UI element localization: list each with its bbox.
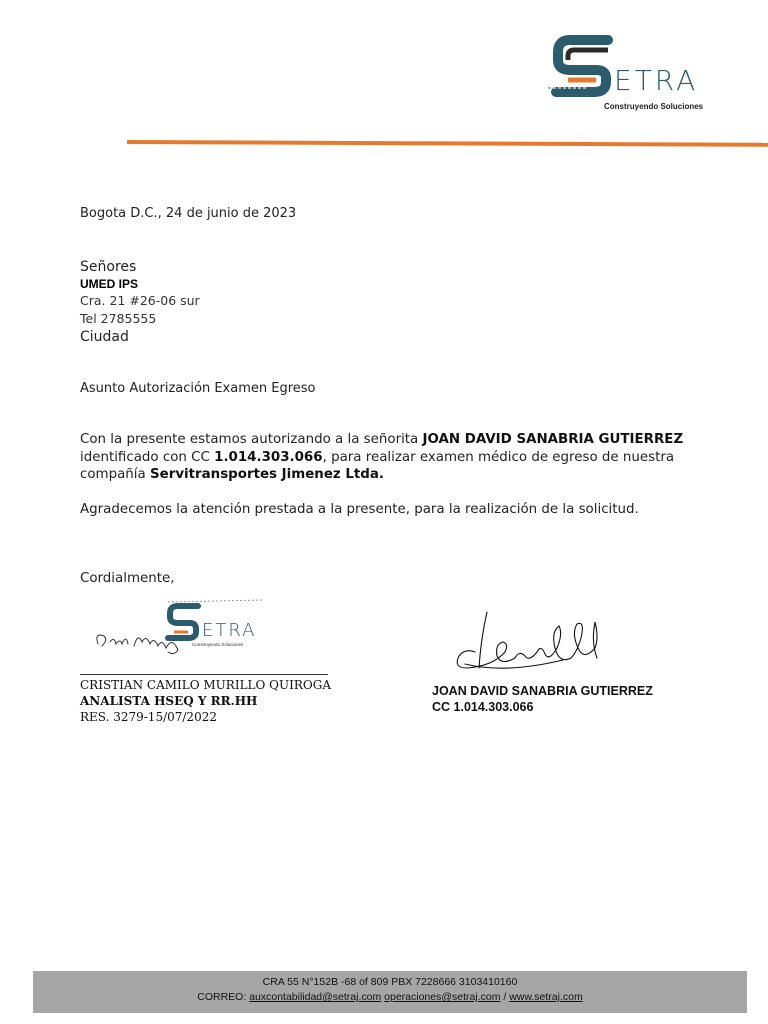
recipient-address: Cra. 21 #26-06 sur <box>80 293 200 308</box>
footer-email-label: CORREO: <box>197 991 250 1003</box>
header-divider <box>127 140 768 147</box>
signer-left <box>80 677 331 725</box>
signer-right-id: CC 1.014.303.066 <box>432 700 534 714</box>
closing: Cordialmente, <box>80 571 175 586</box>
svg-text:ETRA: ETRA <box>202 620 257 641</box>
signer-right-name: JOAN DAVID SANABRIA GUTIERREZ <box>432 684 653 698</box>
body-text: identificado con CC <box>80 449 215 465</box>
footer-address: CRA 55 N°152B -68 of 809 PBX 7228666 3103410160 <box>262 976 518 988</box>
body-text: Con la presente estamos autorizando a la señorita <box>80 432 423 447</box>
letter-subject: Asunto Autorización Examen Egreso <box>80 381 316 396</box>
signature-left <box>88 592 273 662</box>
footer-website-link[interactable]: www.setraj.com <box>509 991 583 1003</box>
svg-text:Construyendo Soluciones: Construyendo Soluciones <box>192 642 244 647</box>
recipient-block <box>80 258 200 346</box>
footer-email-link[interactable]: auxcontabilidad@setraj.com <box>249 991 382 1003</box>
svg-text:Construyendo Soluciones: Construyendo Soluciones <box>604 102 704 111</box>
letter-date: Bogota D.C., 24 de junio de 2023 <box>80 206 297 221</box>
footer-email-link[interactable]: operaciones@setraj.com <box>384 991 501 1003</box>
body-paragraph-2: Agradecemos la atención prestada a la presente, para la realización de la solicitud. <box>80 502 639 517</box>
body-text: , para realizar examen médico de egreso de nuestra compañía <box>80 449 675 482</box>
footer <box>33 971 747 1013</box>
setra-logo <box>548 30 728 115</box>
employee-id: 1.014.303.066 <box>214 449 323 465</box>
recipient-phone: Tel 2785555 <box>80 311 157 326</box>
body-paragraph-1 <box>80 431 720 484</box>
signer-left-resolution: RES. 3279-15/07/2022 <box>80 710 217 724</box>
svg-text:ETRA: ETRA <box>614 64 699 97</box>
signer-left-title: ANALISTA HSEQ Y RR.HH <box>80 694 258 708</box>
recipient-name: UMED IPS <box>80 277 139 291</box>
signature-line <box>80 674 328 675</box>
signer-right <box>432 683 653 715</box>
footer-contact <box>33 989 747 1005</box>
company-name: Servitransportes Jimenez Ltda. <box>149 467 385 482</box>
footer-separator: / <box>500 991 510 1003</box>
signature-right <box>445 608 605 690</box>
employee-name: JOAN DAVID SANABRIA GUTIERREZ <box>422 432 684 447</box>
signer-left-name: CRISTIAN CAMILO MURILLO QUIROGA <box>80 678 331 692</box>
recipient-city: Ciudad <box>80 329 129 345</box>
salutation: Señores <box>80 259 137 275</box>
